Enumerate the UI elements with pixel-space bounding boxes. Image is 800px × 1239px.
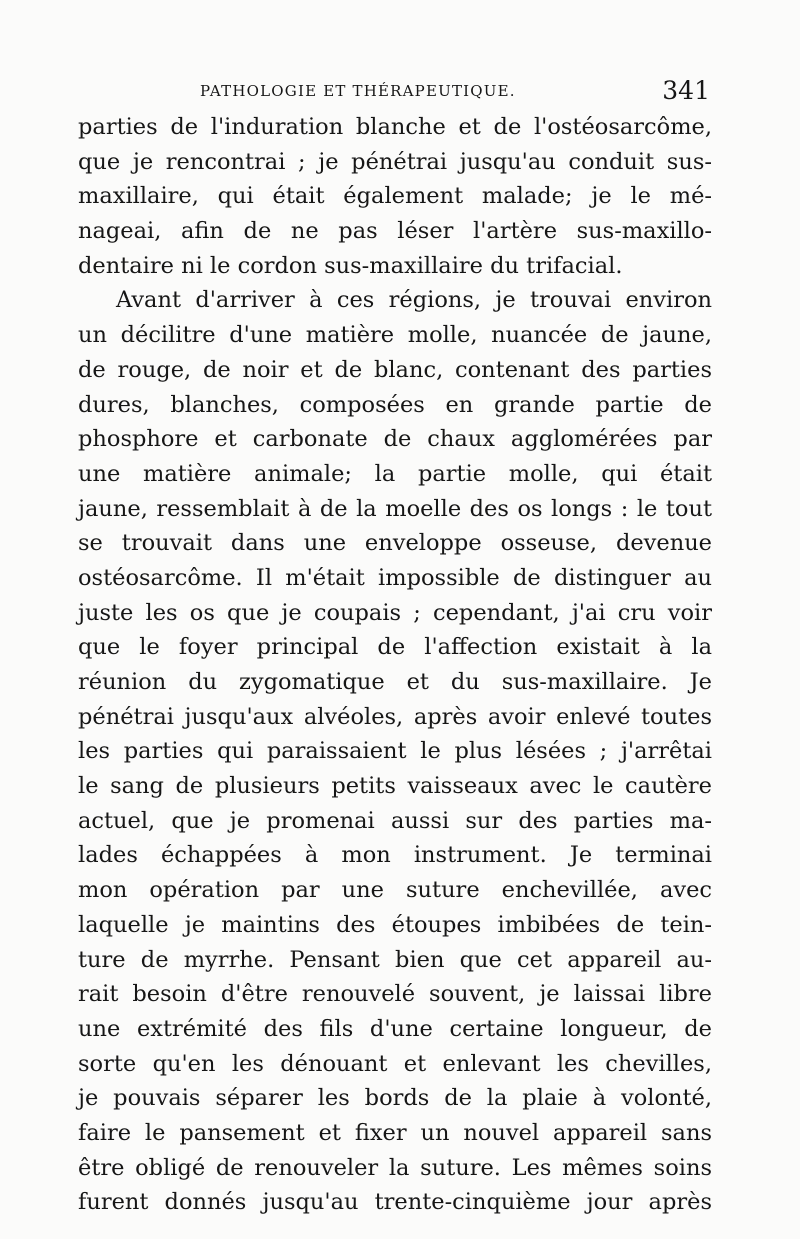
text-line: pénétrai jusqu'aux alvéoles, après avoir enlevé toutes [78,703,712,730]
text-line: dentaire ni le cordon sus-maxillaire du trifacial. [78,252,623,279]
text-line: mon opération par une suture enchevillée, avec [78,877,712,904]
text-line: furent donnés jusqu'au trente-cinquième jour après [78,1189,712,1216]
text-line: ture de myrrhe. Pensant bien que cet appareil au- [78,946,712,973]
text-line: le sang de plusieurs petits vaisseaux avec le cautère [78,773,712,800]
text-line: maxillaire, qui était également malade; je le mé- [78,183,712,210]
text-line: que le foyer principal de l'affection existait à la [78,634,712,661]
text-line: se trouvait dans une enveloppe osseuse, devenue [78,530,712,557]
text-line: actuel, que je promenai aussi sur des parties ma- [78,807,712,834]
text-line: jaune, ressemblait à de la moelle des os longs : le tout [78,495,712,522]
paragraph-start-line: Avant d'arriver à ces régions, je trouvai environ [116,287,712,314]
text-line: je pouvais séparer les bords de la plaie à volonté, [78,1085,712,1112]
text-line: rait besoin d'être renouvelé souvent, je laissai libre [78,981,712,1008]
text-line: phosphore et carbonate de chaux agglomérées par [78,426,712,453]
page-number: 341 [662,76,710,105]
text-line: être obligé de renouveler la suture. Les mêmes soins [78,1154,712,1181]
text-line: les parties qui paraissaient le plus lésées ; j'arrêtai [78,738,712,765]
body-text [78,110,712,1220]
text-line: réunion du zygomatique et du sus-maxillaire. Je [78,669,712,695]
text-line: sorte qu'en les dénouant et enlevant les chevilles, [78,1050,712,1077]
text-line: une extrémité des fils d'une certaine longueur, de [78,1015,712,1042]
text-line: juste les os que je coupais ; cependant, j'ai cru voir [78,599,712,626]
running-title: PATHOLOGIE ET THÉRAPEUTIQUE. [200,82,516,100]
text-line: de rouge, de noir et de blanc, contenant des parties [78,356,712,383]
text-line: parties de l'induration blanche et de l'ostéosarcôme, [78,114,712,140]
text-line: laquelle je maintins des étoupes imbibées de tein- [78,911,712,938]
text-line: dures, blanches, composées en grande partie de [78,391,712,418]
text-line: que je rencontrai ; je pénétrai jusqu'au conduit sus- [78,148,712,175]
text-line: ostéosarcôme. Il m'était impossible de distinguer au [78,564,712,591]
text-line: lades échappées à mon instrument. Je terminai [78,842,712,869]
page-header [200,76,712,108]
text-line: une matière animale; la partie molle, qui était [78,460,712,487]
text-line: faire le pansement et fixer un nouvel appareil sans [78,1119,712,1146]
text-line: nageai, afin de ne pas léser l'artère sus-maxillo- [78,218,712,245]
text-line: un décilitre d'une matière molle, nuancée de jaune, [78,322,712,349]
